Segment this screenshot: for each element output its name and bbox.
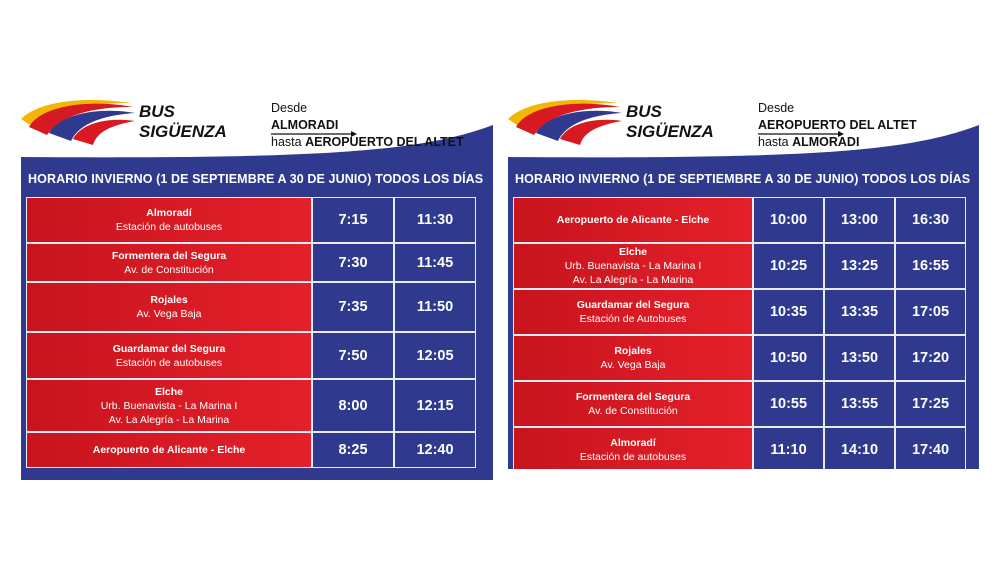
stop-cell: [26, 332, 312, 379]
stop-address: Av. La Alegría - La Marina: [572, 274, 694, 286]
departure-time: 13:35: [824, 289, 895, 335]
origin-city: AEROPUERTO DEL ALTET: [758, 118, 917, 132]
departure-time: 11:10: [753, 427, 824, 469]
departure-time: 13:00: [824, 197, 895, 243]
departure-time: 11:30: [394, 197, 476, 243]
departure-time: 13:25: [824, 243, 895, 289]
route-description: [758, 100, 917, 151]
departure-time: 8:25: [312, 432, 394, 468]
stop-address: Estación de Autobuses: [579, 313, 687, 325]
departure-time: 11:45: [394, 243, 476, 282]
svg-text:SIGÜENZA: SIGÜENZA: [139, 122, 227, 141]
departure-time: 12:05: [394, 332, 476, 379]
stop-address: Av. Vega Baja: [136, 308, 202, 320]
departure-time: 10:55: [753, 381, 824, 427]
departure-time: 13:50: [824, 335, 895, 381]
departure-time: 7:15: [312, 197, 394, 243]
departure-time: 10:35: [753, 289, 824, 335]
stop-address: Estación de autobuses: [115, 356, 223, 369]
stop-cell: [513, 289, 753, 335]
stop-cell: [513, 427, 753, 469]
stop-address: Estación de autobuses: [115, 221, 223, 233]
departure-time: 10:50: [753, 335, 824, 381]
stop-cell: [26, 379, 312, 432]
stop-name: Rojales: [614, 345, 652, 357]
desde-label: Desde: [271, 101, 308, 115]
stop-name: Formentera del Segura: [111, 249, 227, 262]
stop-address: Urb. Buenavista - La Marina I: [100, 399, 238, 412]
stop-name: Formentera del Segura: [575, 391, 691, 403]
departure-time: 10:25: [753, 243, 824, 289]
stop-cell: [513, 381, 753, 427]
stop-name: Elche: [154, 385, 183, 398]
schedule-panel-almoradi-to-airport: [21, 97, 493, 480]
departure-time: 13:55: [824, 381, 895, 427]
stop-name: Aeropuerto de Alicante - Elche: [92, 444, 246, 456]
stop-address: Av. Vega Baja: [600, 359, 666, 371]
stop-cell: [513, 197, 753, 243]
stop-address: Urb. Buenavista - La Marina I: [564, 260, 702, 272]
schedule-panel-airport-to-almoradi: [508, 97, 979, 469]
departure-time: 7:35: [312, 282, 394, 332]
departure-time: 17:40: [895, 427, 966, 469]
destination-city: AEROPUERTO DEL ALTET: [305, 135, 464, 149]
bus-siguenza-logo: [21, 97, 257, 155]
stop-name: Almoradí: [146, 207, 192, 219]
departure-time: 16:30: [895, 197, 966, 243]
destination-city: ALMORADI: [792, 135, 860, 149]
schedule-title: HORARIO INVIERNO (1 DE SEPTIEMBRE A 30 DE JUNIO) TODOS LOS DÍAS: [28, 172, 484, 186]
stop-name: Aeropuerto de Alicante - Elche: [556, 214, 710, 226]
stop-cell: [513, 243, 753, 289]
svg-text:BUS: BUS: [139, 102, 175, 121]
stop-address: Av. La Alegría - La Marina: [108, 413, 230, 426]
stop-cell: [26, 432, 312, 468]
stop-name: Elche: [618, 246, 647, 258]
panel-header: [21, 97, 493, 155]
departure-time: 16:55: [895, 243, 966, 289]
departure-time: 17:25: [895, 381, 966, 427]
departure-time: 11:50: [394, 282, 476, 332]
arrow-right-icon: [271, 131, 357, 137]
stop-cell: [26, 282, 312, 332]
stop-name: Almoradí: [610, 437, 656, 449]
svg-text:BUS: BUS: [626, 102, 662, 121]
departure-time: 12:40: [394, 432, 476, 468]
departure-time: 14:10: [824, 427, 895, 469]
departure-time: 17:05: [895, 289, 966, 335]
stop-cell: [513, 335, 753, 381]
stop-name: Guardamar del Segura: [112, 342, 226, 355]
departure-time: 17:20: [895, 335, 966, 381]
stop-name: Rojales: [150, 294, 188, 306]
stop-address: Av. de Constitución: [124, 263, 214, 276]
schedule-title: HORARIO INVIERNO (1 DE SEPTIEMBRE A 30 DE JUNIO) TODOS LOS DÍAS: [515, 172, 971, 186]
departure-time: 7:30: [312, 243, 394, 282]
departure-time: 8:00: [312, 379, 394, 432]
origin-city: ALMORADI: [271, 118, 339, 132]
bus-siguenza-logo: [508, 97, 744, 155]
arrow-right-icon: [758, 131, 844, 137]
departure-time: 10:00: [753, 197, 824, 243]
hasta-label: hasta: [758, 135, 789, 149]
stop-address: Estación de autobuses: [579, 451, 687, 463]
stop-address: Av. de Constitución: [588, 405, 678, 417]
stop-cell: [26, 243, 312, 282]
panel-header: [508, 97, 979, 155]
svg-text:SIGÜENZA: SIGÜENZA: [626, 122, 714, 141]
stop-cell: [26, 197, 312, 243]
departure-time: 7:50: [312, 332, 394, 379]
departure-time: 12:15: [394, 379, 476, 432]
stop-name: Guardamar del Segura: [576, 299, 690, 311]
desde-label: Desde: [758, 101, 795, 115]
hasta-label: hasta: [271, 135, 302, 149]
route-description: [271, 100, 464, 151]
